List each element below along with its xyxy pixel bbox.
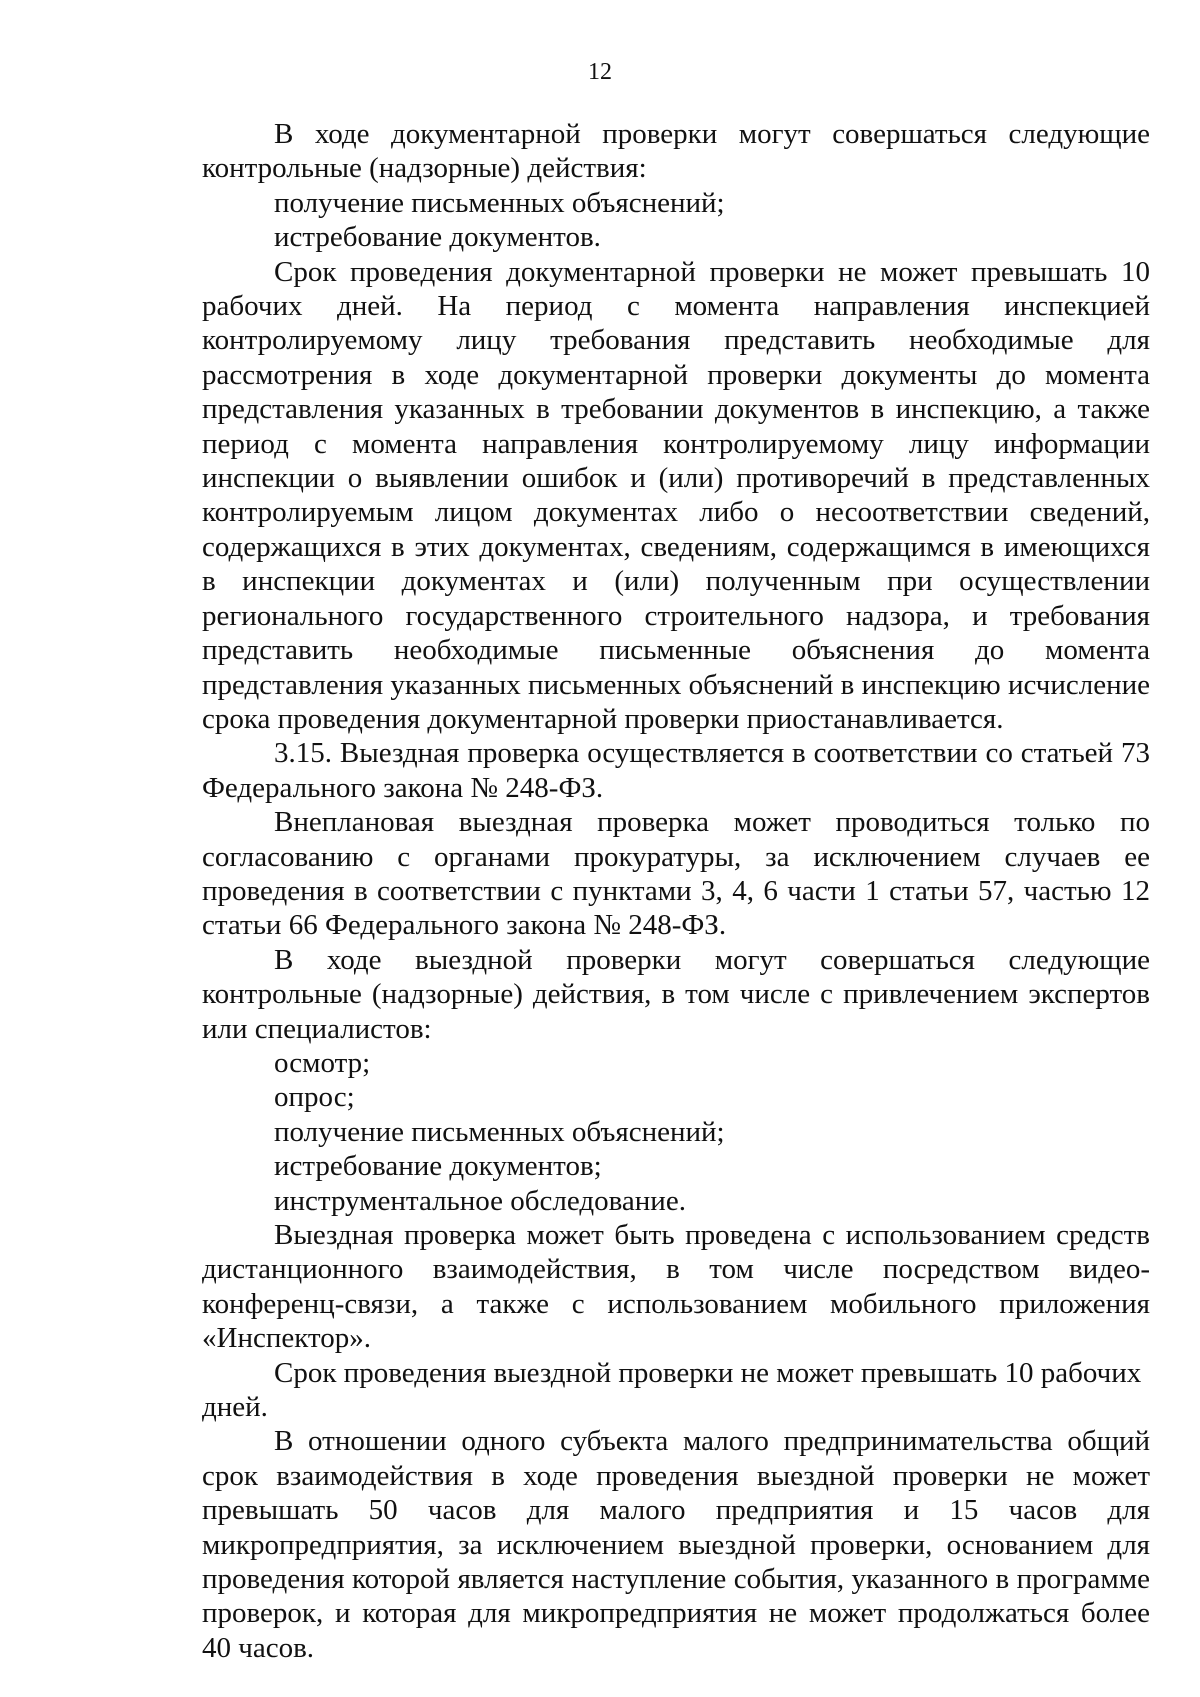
list-item-document-request: истребование документов. [274,221,601,254]
paragraph-field-check-term: Срок проведения выездной проверки не может превышать 10 рабочих дней. [202,1356,1142,1424]
paragraph-field-check-actions: В ходе выездной проверки могут совершаться следующие контрольные (надзорные) действия, в том числе с привлечением экспертов или специалистов: [202,943,1150,1045]
list-item-written-explanations-2: получение письменных объяснений; [274,1115,725,1148]
paragraph-section-3-15: 3.15. Выездная проверка осуществляется в соответствии со статьей 73 Федерального закона № 248-ФЗ. [202,737,1150,804]
list-item-instrumental-examination: инструментальное обследование. [274,1184,686,1217]
list-item-document-request-2: истребование документов; [274,1150,602,1183]
document-body [202,117,1150,1665]
page-number: 12 [588,59,612,85]
paragraph-remote-interaction: Выездная проверка может быть проведена с использованием средств дистанционного взаимодействия, в том числе посредством видео-конференц-связи, а также с использованием мобильного приложения «Инспектор». [202,1219,1150,1355]
paragraph-small-business-limit: В отношении одного субъекта малого предпринимательства общий срок взаимодействия в ходе проведения выездной проверки не может превышать 50 часов для малого предприятия и 15 часов для микропредприятия, за исключением выездной проверки, основанием для проведения которой является наступление события, указанного в программе проверок, и которая для микропредприятия не может продолжаться более 40 часов. [202,1425,1150,1664]
paragraph-unscheduled-field-check: Внеплановая выездная проверка может проводиться только по согласованию с органами прокуратуры, за исключением случаев ее проведения в соответствии с пунктами 3, 4, 6 части 1 статьи 57, частью 12 статьи 66 Федерального закона № 248-ФЗ. [202,806,1150,942]
list-item-survey: опрос; [274,1081,355,1114]
paragraph-documentary-check-actions: В ходе документарной проверки могут совершаться следующие контрольные (надзорные) действия: [202,118,1150,185]
list-item-written-explanations: получение письменных объяснений; [274,186,725,219]
paragraph-documentary-check-term: Срок проведения документарной проверки не может превышать 10 рабочих дней. На период с момента направления инспекцией контролируемому лицу требования представить необходимые для рассмотрения в ходе документарной проверки документы до момента представления указанных в требовании документов в инспекцию, а также период с момента направления контролируемому лицу информации инспекции о выявлении ошибок и (или) противоречий в представленных контролируемым лицом документах либо о несоответствии сведений, содержащихся в этих документах, сведениям, содержащимся в имеющихся в инспекции документах и (или) полученным при осуществлении регионального государственного строительного надзора, и требования представить необходимые письменные объяснения до момента представления указанных письменных объяснений в инспекцию исчисление срока проведения документарной проверки приостанавливается. [202,255,1150,735]
list-item-inspection: осмотр; [274,1046,371,1079]
